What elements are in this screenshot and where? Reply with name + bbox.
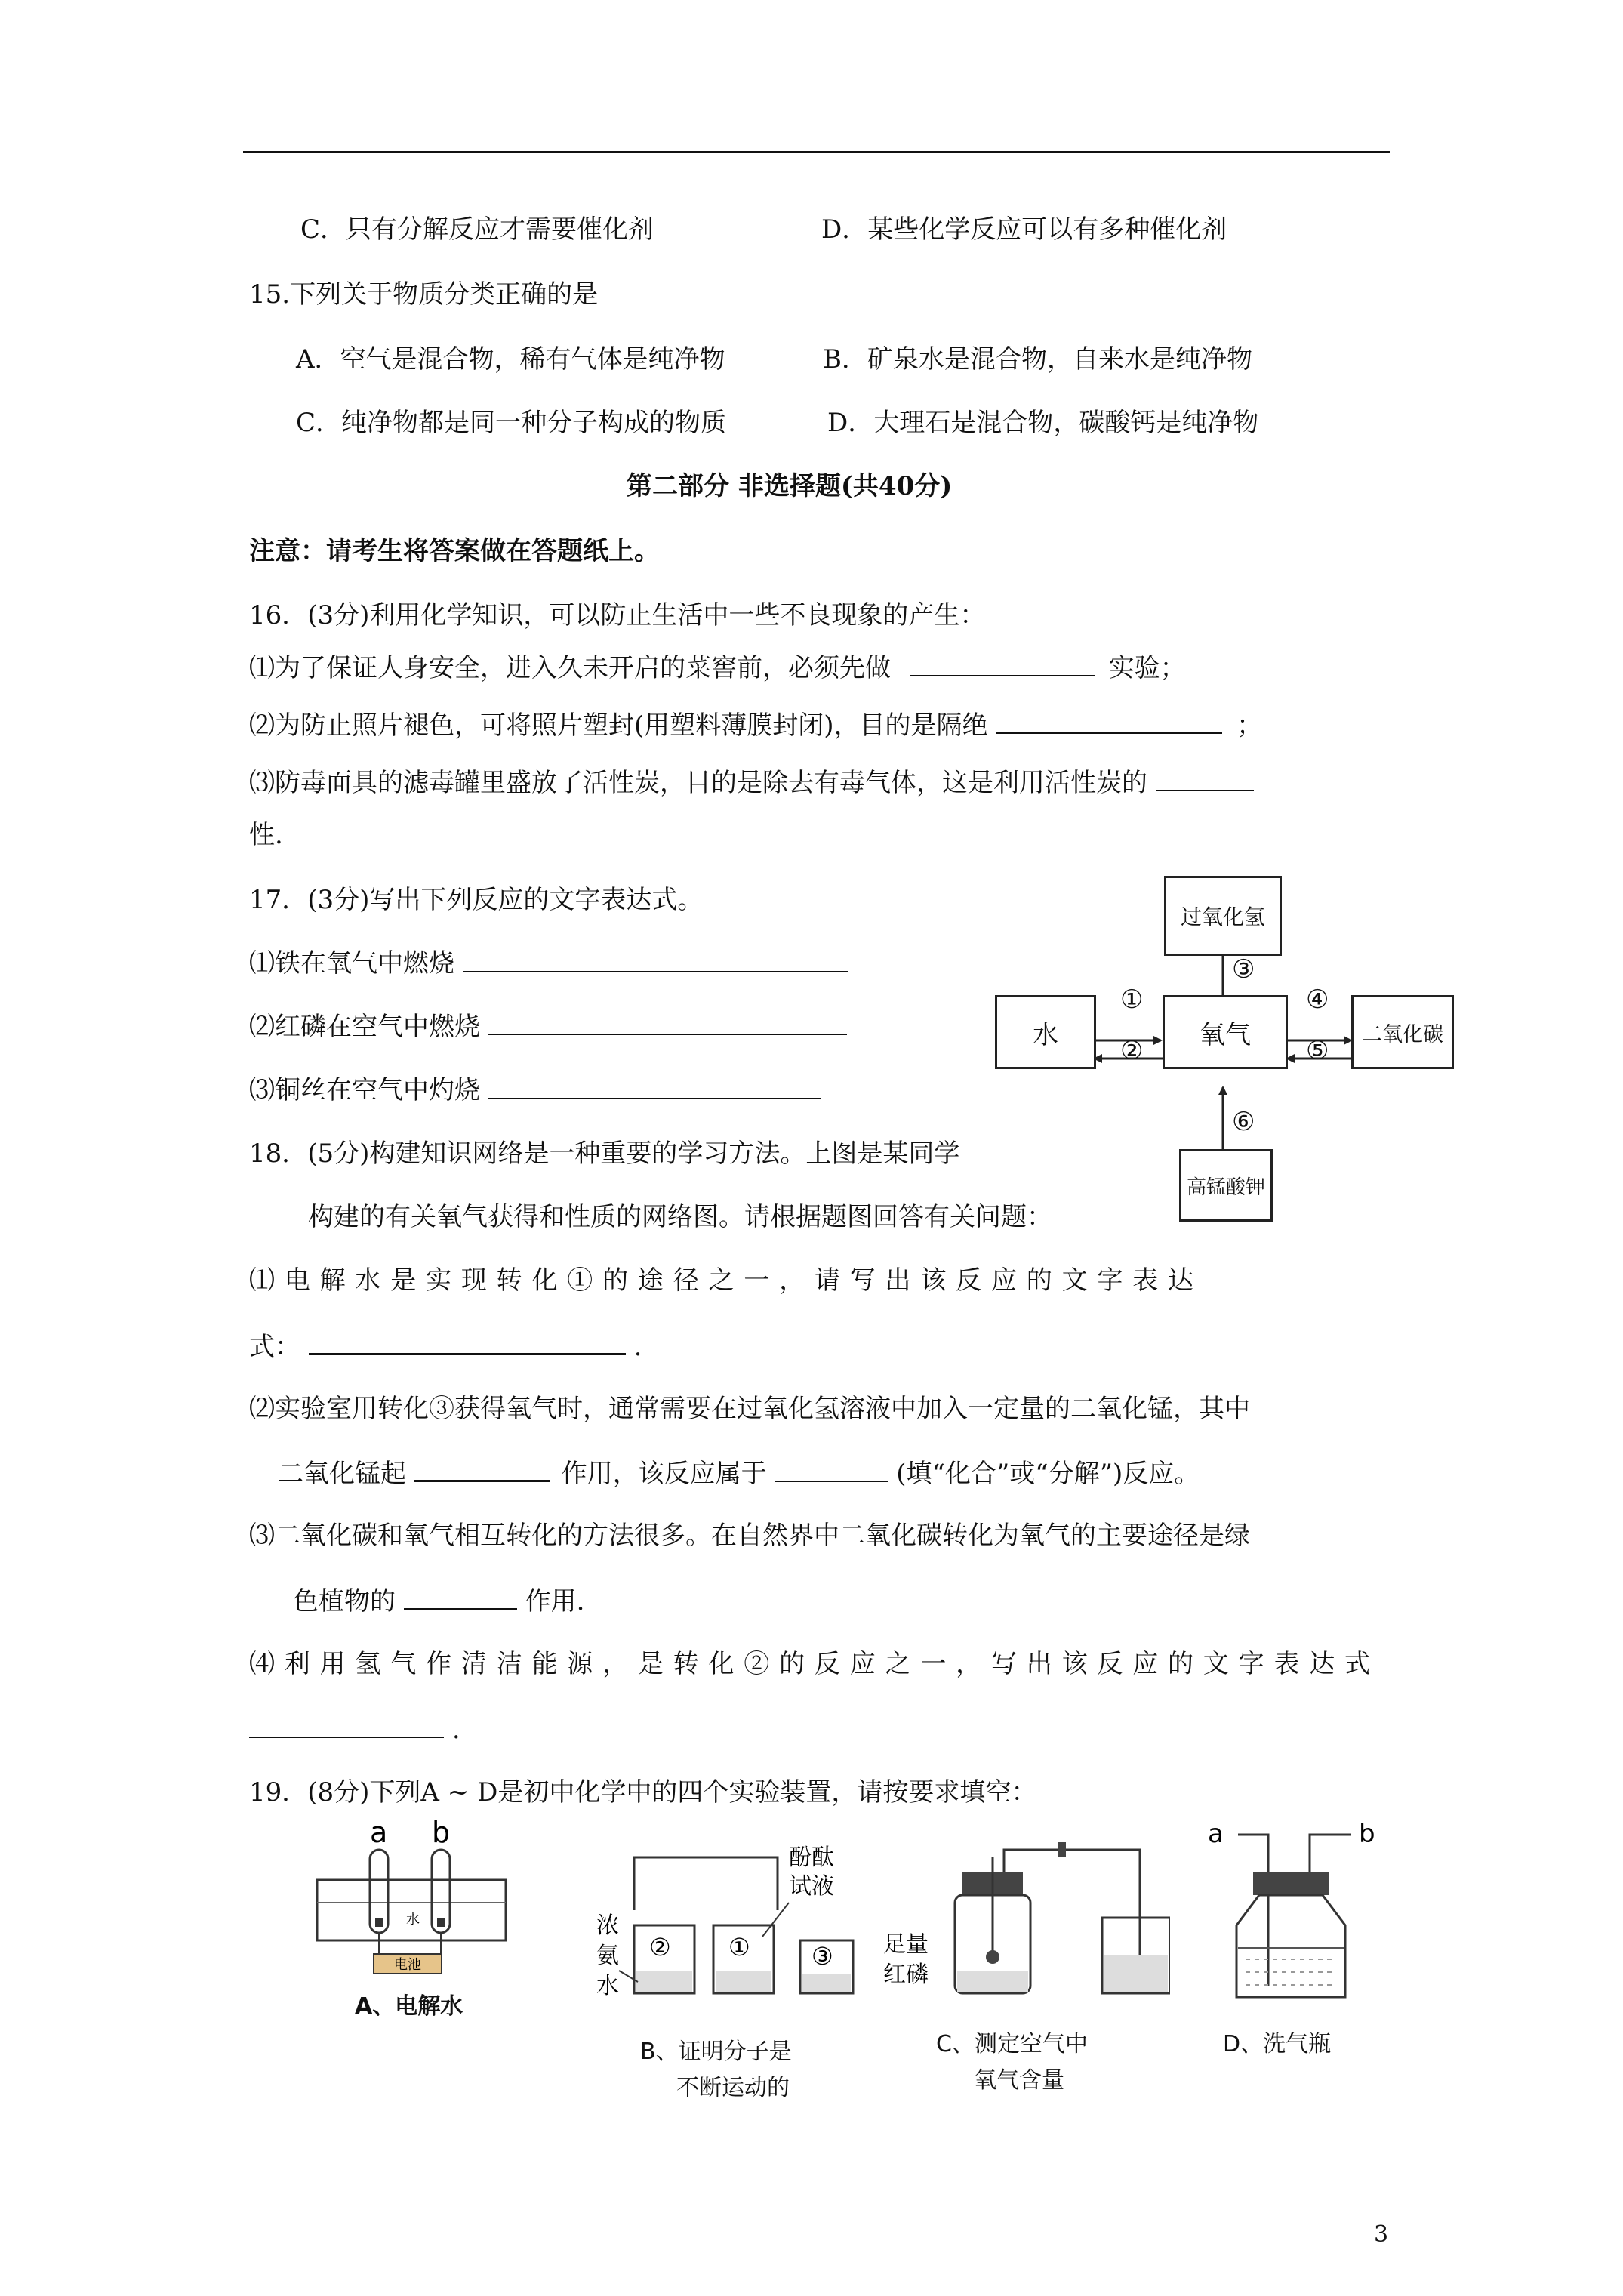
q18-line-4: ⑷ 利 用 氢 气 作 清 洁 能 源 ， 是 转 化 ② 的 反 应 之 一 ， 写 出 该 反 应 的 文 字 表 达 式 bbox=[249, 1649, 1372, 1679]
apparatus-b-phenol-liquid-3 bbox=[802, 1974, 851, 1992]
q17-blank-3[interactable] bbox=[488, 1075, 821, 1099]
q17-line-2 bbox=[249, 1012, 847, 1042]
q15-option-d: D．大理石是混合物，碳酸钙是纯净物 bbox=[827, 408, 1259, 438]
q16-line-3-text: ⑶防毒面具的滤毒罐里盛放了活性炭，目的是除去有毒气体，这是利用活性炭的 bbox=[249, 768, 1147, 798]
q17-blank-2[interactable] bbox=[488, 1012, 847, 1035]
apparatus-a-label-a: a bbox=[370, 1816, 388, 1849]
q18-line-2: ⑵实验室用转化③获得氧气时，通常需要在过氧化氢溶液中加入一定量的二氧化锰，其中 bbox=[249, 1394, 1250, 1424]
apparatus-d-stopper bbox=[1253, 1872, 1329, 1895]
label-3: ③ bbox=[1232, 954, 1255, 985]
apparatus-a-electrode-a bbox=[375, 1918, 383, 1927]
q15-stem: 15.下列关于物质分类正确的是 bbox=[249, 279, 599, 310]
q18-blank-4[interactable] bbox=[404, 1586, 517, 1610]
q15-option-a: A．空气是混合物，稀有气体是纯净物 bbox=[296, 344, 725, 374]
apparatus-b-ammonia-text-2: 氨 bbox=[596, 1943, 619, 1969]
apparatus-b-ammonia-liquid bbox=[636, 1971, 692, 1992]
q16-line-2-text: ⑵为防止照片褪色，可将照片塑封(用塑料薄膜封闭)，目的是隔绝 bbox=[249, 710, 988, 741]
label-5: ⑤ bbox=[1306, 1036, 1329, 1066]
label-2: ② bbox=[1120, 1036, 1144, 1066]
apparatus-c-clamp bbox=[1058, 1842, 1066, 1857]
apparatus-b-molecule-motion bbox=[559, 1842, 861, 2008]
q14-option-d: D．某些化学反应可以有多种催化剂 bbox=[821, 214, 1227, 245]
q18-line-1b-tail: . bbox=[633, 1332, 642, 1362]
q16-line-1-tail: 实验； bbox=[1108, 653, 1186, 683]
q16-blank-1[interactable] bbox=[910, 652, 1095, 676]
q16-blank-3[interactable] bbox=[1156, 767, 1254, 791]
q18-line-3: ⑶二氧化碳和氧气相互转化的方法很多。在自然界中二氧化碳转化为氧气的主要途径是绿 bbox=[249, 1521, 1250, 1551]
apparatus-b-label-2: ② bbox=[649, 1933, 671, 1962]
apparatus-c-bottle-water bbox=[957, 1971, 1028, 1992]
q18-blank-2[interactable] bbox=[414, 1457, 550, 1482]
apparatus-b-ammonia-text-1: 浓 bbox=[596, 1912, 619, 1939]
apparatus-b-phenol-text-2: 试液 bbox=[789, 1873, 834, 1900]
q17-line-1-text: ⑴铁在氧气中燃烧 bbox=[249, 948, 454, 978]
apparatus-a-label-b: b bbox=[432, 1816, 451, 1849]
q18-stem-2: 构建的有关氧气获得和性质的网络图。请根据题图回答有关问题： bbox=[308, 1202, 1052, 1232]
apparatus-c-label-2: 红磷 bbox=[883, 1962, 929, 1988]
q18-line-4b-tail: . bbox=[451, 1715, 460, 1745]
apparatus-a-water-label: 水 bbox=[406, 1912, 420, 1928]
apparatus-d-gas-washing-bottle bbox=[1200, 1812, 1397, 2008]
node-kmno4: 高锰酸钾 bbox=[1179, 1149, 1273, 1222]
q17-line-2-text: ⑵红磷在空气中燃烧 bbox=[249, 1012, 480, 1042]
node-water: 水 bbox=[995, 995, 1096, 1069]
apparatus-a-battery-label: 电池 bbox=[394, 1957, 421, 1973]
apparatus-b-label-1: ① bbox=[728, 1933, 750, 1962]
label-6: ⑥ bbox=[1232, 1107, 1255, 1137]
q19-stem: 19．(8分)下列A ~ D是初中化学中的四个实验装置，请按要求填空： bbox=[249, 1777, 1037, 1808]
q18-blank-1[interactable] bbox=[309, 1330, 626, 1355]
q18-line-1: ⑴ 电 解 水 是 实 现 转 化 ① 的 途 径 之 一 ， 请 写 出 该 反 应 的 文 字 表 达 bbox=[249, 1265, 1194, 1296]
q18-blank-5[interactable] bbox=[249, 1714, 444, 1738]
apparatus-d-label-b: b bbox=[1359, 1819, 1375, 1849]
q18-line-1b-text: 式： bbox=[249, 1332, 300, 1362]
q18-line-2b-text: 二氧化锰起 bbox=[278, 1459, 406, 1489]
q18-line-2b bbox=[278, 1457, 1200, 1489]
q17-blank-1[interactable] bbox=[463, 948, 848, 972]
apparatus-c-red-phosphorus bbox=[986, 1950, 999, 1964]
q17-line-1 bbox=[249, 948, 848, 978]
apparatus-c-tube bbox=[1004, 1850, 1140, 1963]
q18-line-2b-tail: (填“化合”或“分解”)反应。 bbox=[896, 1459, 1200, 1489]
apparatus-b-caption-2: 不断运动的 bbox=[676, 2075, 790, 2101]
apparatus-d-caption: D、洗气瓶 bbox=[1223, 2031, 1332, 2057]
q16-line-2 bbox=[249, 710, 1262, 741]
q18-line-3b-tail: 作用. bbox=[525, 1586, 585, 1616]
apparatus-a-electrode-b bbox=[437, 1918, 445, 1927]
apparatus-d-bottle bbox=[1236, 1895, 1345, 1997]
q18-line-4b bbox=[249, 1714, 460, 1745]
node-h2o2: 过氧化氢 bbox=[1164, 876, 1282, 956]
q18-line-1b bbox=[249, 1330, 642, 1362]
apparatus-c-label-1: 足量 bbox=[883, 1931, 929, 1958]
header-rule bbox=[243, 151, 1390, 153]
q18-blank-3[interactable] bbox=[775, 1458, 888, 1482]
q16-stem: 16．(3分)利用化学知识，可以防止生活中一些不良现象的产生： bbox=[249, 600, 986, 630]
apparatus-c-caption-2: 氧气含量 bbox=[974, 2067, 1064, 2094]
label-4: ④ bbox=[1306, 985, 1329, 1015]
node-oxygen: 氧气 bbox=[1163, 995, 1288, 1069]
apparatus-b-ammonia-text-3: 水 bbox=[596, 1973, 619, 1999]
apparatus-a-electrolysis bbox=[302, 1812, 528, 1986]
apparatus-a-caption: A、电解水 bbox=[355, 1993, 463, 2020]
q18-line-2b-mid: 作用，该反应属于 bbox=[561, 1459, 767, 1489]
page-number: 3 bbox=[1374, 2221, 1389, 2248]
apparatus-b-caption-1: B、证明分子是 bbox=[640, 2039, 792, 2065]
apparatus-b-phenol-liquid-1 bbox=[716, 1971, 771, 1992]
apparatus-d-long-tube bbox=[1238, 1835, 1268, 1986]
part2-title: 第二部分 非选择题(共40分) bbox=[627, 471, 953, 501]
apparatus-a-trough bbox=[317, 1880, 506, 1940]
q17-line-3 bbox=[249, 1075, 821, 1105]
q18-line-3b bbox=[293, 1586, 584, 1616]
q18-stem-1: 18．(5分)构建知识网络是一种重要的学习方法。上图是某同学 bbox=[249, 1139, 960, 1169]
q16-line-1 bbox=[249, 652, 1186, 683]
q15-option-b: B．矿泉水是混合物，自来水是纯净物 bbox=[823, 344, 1252, 374]
q17-stem: 17．(3分)写出下列反应的文字表达式。 bbox=[249, 885, 704, 915]
q16-line-3 bbox=[249, 767, 1254, 798]
apparatus-c-oxygen-content bbox=[883, 1827, 1170, 2001]
apparatus-c-caption-1: C、测定空气中 bbox=[936, 2031, 1088, 2057]
q17-line-3-text: ⑶铜丝在空气中灼烧 bbox=[249, 1075, 480, 1105]
q16-line-1-text: ⑴为了保证人身安全，进入久未开启的菜窖前，必须先做 bbox=[249, 653, 891, 683]
apparatus-b-cover bbox=[634, 1857, 778, 1910]
q16-line-3-tail: 性. bbox=[249, 820, 283, 850]
q18-line-3b-text: 色植物的 bbox=[293, 1586, 396, 1616]
apparatus-b-phenol-pointer bbox=[762, 1903, 789, 1937]
q16-blank-2[interactable] bbox=[996, 710, 1222, 734]
apparatus-b-label-3: ③ bbox=[812, 1942, 833, 1971]
node-co2: 二氧化碳 bbox=[1351, 995, 1454, 1069]
q15-option-c: C．纯净物都是同一种分子构成的物质 bbox=[296, 408, 727, 438]
q16-line-2-tail: ； bbox=[1236, 710, 1263, 741]
part2-note: 注意：请考生将答案做在答题纸上。 bbox=[249, 536, 660, 566]
q14-option-c: C．只有分解反应才需要催化剂 bbox=[300, 214, 654, 245]
apparatus-d-label-a: a bbox=[1208, 1819, 1224, 1849]
apparatus-c-beaker-water bbox=[1104, 1955, 1168, 1992]
apparatus-b-phenol-text-1: 酚酞 bbox=[789, 1845, 834, 1871]
label-1: ① bbox=[1120, 985, 1144, 1015]
